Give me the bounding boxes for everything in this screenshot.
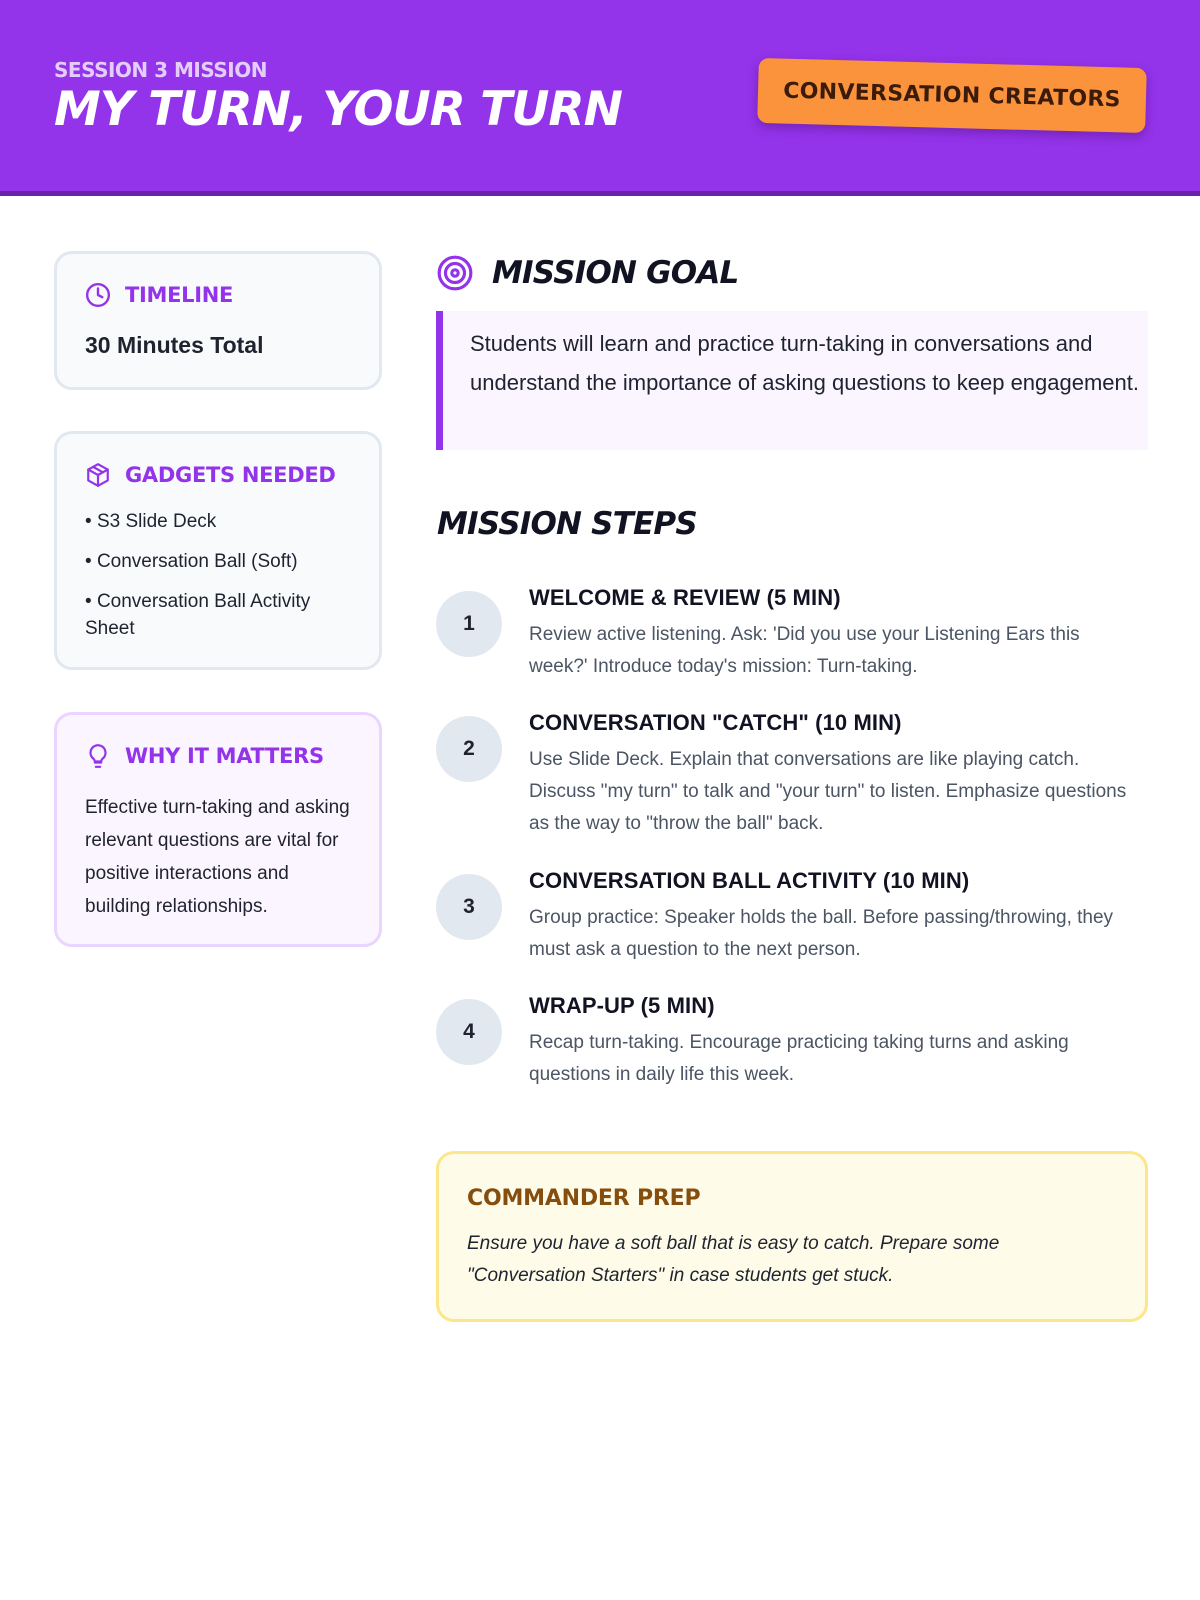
- step-description: Group practice: Speaker holds the ball. Before passing/throwing, they must ask a question to the next person.: [529, 907, 1114, 960]
- steps-title: MISSION STEPS: [437, 506, 697, 542]
- step-title: CONVERSATION "CATCH" (10 MIN): [529, 710, 902, 735]
- list-item: • Conversation Ball (Soft): [85, 548, 355, 575]
- goal-text: Students will learn and practice turn-taking in conversations and understand the importance of asking questions to keep engagement.: [436, 311, 1148, 450]
- step-description: Recap turn-taking. Encourage practicing taking turns and asking questions in daily life this week.: [529, 1032, 1069, 1085]
- step-description: Review active listening. Ask: 'Did you use your Listening Ears this week?' Introduce today's mission: Turn-taking.: [529, 624, 1080, 677]
- list-item: • Conversation Ball Activity Sheet: [85, 588, 355, 642]
- step-title: CONVERSATION BALL ACTIVITY (10 MIN): [529, 868, 970, 893]
- gadget-list: [85, 508, 355, 655]
- step-number: 2: [436, 716, 502, 782]
- step-number: 4: [436, 999, 502, 1065]
- step-description: Use Slide Deck. Explain that conversations are like playing catch. Discuss "my turn" to talk and "your turn" to listen. Emphasize questions as the way to "throw the ball" back.: [529, 749, 1127, 834]
- package-icon: [85, 462, 111, 488]
- gadgets-card: [54, 431, 382, 670]
- timeline-header: [85, 282, 233, 308]
- program-badge: CONVERSATION CREATORS: [757, 58, 1147, 133]
- step-number: 1: [436, 591, 502, 657]
- list-item: • S3 Slide Deck: [85, 508, 355, 535]
- why-header: [85, 743, 324, 769]
- goal-title: MISSION GOAL: [492, 255, 739, 291]
- gadgets-header: [85, 462, 336, 488]
- session-label: SESSION 3 MISSION: [54, 58, 267, 82]
- timeline-value: 30 Minutes Total: [85, 332, 264, 358]
- gadgets-label: GADGETS NEEDED: [125, 463, 336, 487]
- step-number: 3: [436, 874, 502, 940]
- lightbulb-icon: [85, 743, 111, 769]
- why-label: WHY IT MATTERS: [125, 744, 324, 768]
- why-text: Effective turn-taking and asking relevant questions are vital for positive interactions and building relationships.: [85, 797, 350, 917]
- step-title: WELCOME & REVIEW (5 MIN): [529, 585, 841, 610]
- prep-text: Ensure you have a soft ball that is easy to catch. Prepare some "Conversation Starters" in case students get stuck.: [467, 1233, 1000, 1286]
- goal-header: [436, 254, 739, 292]
- page-title: MY TURN, YOUR TURN: [54, 82, 622, 137]
- timeline-label: TIMELINE: [125, 283, 234, 307]
- target-icon: [436, 254, 474, 292]
- header-banner: [0, 0, 1200, 196]
- timeline-card: [54, 251, 382, 390]
- step-title: WRAP-UP (5 MIN): [529, 993, 715, 1018]
- why-it-matters-card: [54, 712, 382, 947]
- prep-title: COMMANDER PREP: [467, 1186, 701, 1211]
- clock-icon: [85, 282, 111, 308]
- commander-prep-card: [436, 1151, 1148, 1322]
